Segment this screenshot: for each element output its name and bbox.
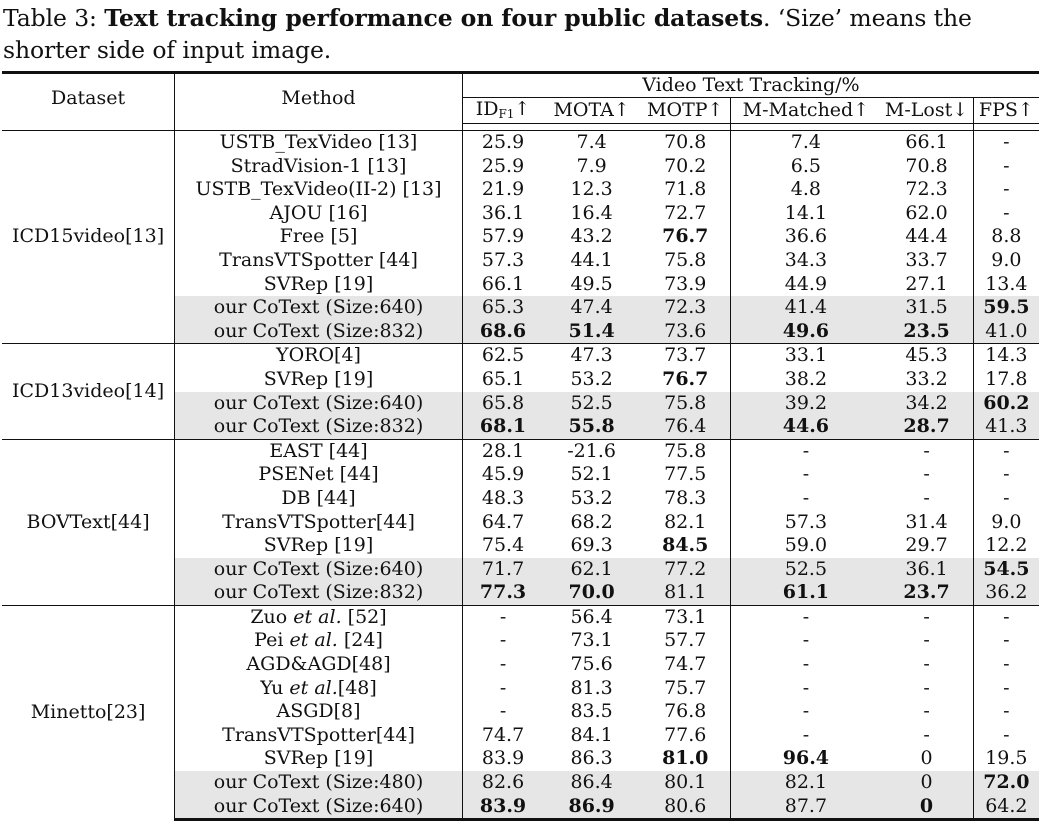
- motp-cell: 80.6: [640, 795, 731, 820]
- motp-cell: 75.8: [640, 392, 731, 416]
- m-lost-cell: -: [880, 463, 973, 487]
- mota-cell: 86.9: [543, 795, 640, 820]
- m-lost-cell: 44.4: [880, 225, 973, 249]
- motp-cell: 77.6: [640, 724, 731, 748]
- idf1-cell: 28.1: [462, 439, 543, 463]
- mota-cell: 52.5: [543, 392, 640, 416]
- m-matched-cell: 52.5: [731, 558, 880, 582]
- m-lost-cell: -: [880, 605, 973, 629]
- idf1-cell: 25.9: [481, 154, 525, 177]
- header-row: [2, 73, 1039, 98]
- mota-cell: 16.4: [570, 201, 613, 224]
- method-cell: EAST [44]: [175, 439, 463, 463]
- motp-cell: 73.7: [640, 344, 731, 368]
- motp-cell: 72.7: [640, 202, 731, 226]
- idf1-cell: 45.9: [481, 463, 525, 486]
- m-matched-cell: -: [802, 653, 810, 676]
- fps-cell: 72.0: [973, 771, 1039, 795]
- m-lost-cell: 28.7: [880, 415, 973, 439]
- m-lost-cell: -: [880, 677, 973, 701]
- m-lost-cell: 62.0: [880, 202, 973, 226]
- mota-cell: 84.1: [570, 723, 613, 746]
- motp-cell: 78.3: [640, 487, 731, 511]
- method-cell: USTB_TexVideo [13]: [175, 131, 463, 155]
- mota-cell: 52.1: [570, 463, 613, 486]
- m-lost-cell: -: [880, 700, 973, 724]
- idf1-cell: 57.3: [481, 248, 525, 271]
- m-lost-cell: 66.1: [880, 131, 973, 155]
- motp-cell: 72.3: [640, 296, 731, 320]
- motp-cell: 80.1: [640, 771, 731, 795]
- header-fps: FPS↑: [973, 98, 1039, 124]
- table-caption: [3, 2, 1037, 66]
- m-lost-cell: 33.7: [880, 249, 973, 273]
- header-mota: MOTA↑: [543, 98, 640, 124]
- m-matched-cell: -: [802, 676, 810, 699]
- fps-cell: -: [1003, 463, 1010, 486]
- method-cell: our CoText (Size:832): [175, 320, 463, 344]
- method-cell: DB [44]: [175, 487, 463, 511]
- method-cell: SVRep [19]: [175, 273, 463, 297]
- method-cell: SVRep [19]: [175, 747, 463, 771]
- dataset-cell: Minetto[23]: [2, 605, 175, 819]
- mota-cell: 51.4: [543, 320, 640, 344]
- motp-cell: 77.2: [640, 558, 731, 582]
- fps-cell: 8.8: [991, 225, 1022, 248]
- mota-cell: 49.5: [570, 272, 613, 295]
- m-matched-cell: 39.2: [731, 392, 880, 416]
- header-dataset: Dataset: [2, 73, 175, 124]
- idf1-cell: 64.7: [481, 510, 525, 533]
- header-method: Method: [175, 73, 463, 124]
- idf1-cell: 57.9: [481, 225, 525, 248]
- fps-cell: 14.3: [973, 344, 1039, 368]
- idf1-cell: 68.1: [462, 415, 543, 439]
- motp-cell: 84.5: [640, 534, 731, 558]
- motp-cell: 82.1: [640, 511, 731, 535]
- table-row: [2, 605, 1039, 629]
- header-motp: MOTP↑: [640, 98, 731, 124]
- method-cell: YORO[4]: [175, 344, 463, 368]
- method-cell: StradVision-1 [13]: [175, 155, 463, 179]
- idf1-cell: 65.3: [462, 296, 543, 320]
- fps-cell: -: [973, 439, 1039, 463]
- mota-cell: 7.9: [576, 154, 607, 177]
- method-cell: Zuo et al. [52]: [175, 605, 463, 629]
- motp-cell: 76.7: [640, 368, 731, 392]
- m-lost-cell: 33.2: [880, 368, 973, 392]
- dataset-cell: ICD13video[14]: [2, 344, 175, 439]
- fps-cell: 64.2: [973, 795, 1039, 820]
- mota-cell: 73.1: [570, 629, 613, 652]
- m-matched-cell: 87.7: [731, 795, 880, 820]
- method-cell: our CoText (Size:480): [175, 771, 463, 795]
- m-matched-cell: -: [802, 463, 810, 486]
- fps-cell: -: [1003, 676, 1010, 699]
- idf1-cell: 21.9: [481, 178, 525, 201]
- m-matched-cell: 38.2: [784, 367, 828, 390]
- motp-cell: 73.6: [640, 320, 731, 344]
- fps-cell: 41.3: [973, 415, 1039, 439]
- idf1-cell: 48.3: [481, 486, 525, 509]
- table-body: [2, 131, 1039, 820]
- fps-cell: 9.0: [991, 248, 1022, 271]
- fps-cell: 60.2: [973, 392, 1039, 416]
- m-matched-cell: 41.4: [731, 296, 880, 320]
- m-matched-cell: 14.1: [784, 201, 828, 224]
- motp-cell: 74.7: [640, 653, 731, 677]
- idf1-cell: 65.1: [481, 367, 525, 390]
- method-cell: Yu et al.[48]: [175, 677, 463, 701]
- m-lost-cell: 27.1: [880, 273, 973, 297]
- m-matched-cell: 7.4: [790, 131, 821, 153]
- method-cell: SVRep [19]: [175, 534, 463, 558]
- method-cell: our CoText (Size:832): [175, 415, 463, 439]
- m-lost-cell: 45.3: [880, 344, 973, 368]
- fps-cell: -: [1003, 653, 1010, 676]
- m-matched-cell: -: [802, 723, 810, 746]
- header-group: Video Text Tracking/%: [462, 73, 1039, 98]
- idf1-cell: -: [499, 653, 507, 676]
- method-cell: AJOU [16]: [175, 202, 463, 226]
- method-cell: ASGD[8]: [175, 700, 463, 724]
- mota-cell: 68.2: [570, 510, 613, 533]
- method-cell: our CoText (Size:640): [175, 795, 463, 820]
- idf1-cell: -: [499, 629, 507, 652]
- mota-cell: 12.3: [570, 178, 613, 201]
- m-lost-cell: 29.7: [880, 534, 973, 558]
- fps-cell: -: [973, 605, 1039, 629]
- motp-cell: 71.8: [640, 178, 731, 202]
- idf1-cell: 36.1: [481, 201, 525, 224]
- table-row: [2, 439, 1039, 463]
- mota-cell: 86.4: [543, 771, 640, 795]
- mota-cell: 55.8: [543, 415, 640, 439]
- m-lost-cell: 0: [880, 795, 973, 820]
- idf1-cell: 83.9: [462, 795, 543, 820]
- idf1-cell: -: [499, 676, 507, 699]
- method-cell: SVRep [19]: [175, 368, 463, 392]
- motp-cell: 70.2: [640, 155, 731, 179]
- idf1-cell: -: [462, 605, 543, 629]
- mota-cell: 47.4: [543, 296, 640, 320]
- method-cell: Free [5]: [175, 225, 463, 249]
- fps-cell: 54.5: [973, 558, 1039, 582]
- fps-cell: -: [1003, 201, 1010, 224]
- idf1-cell: 25.9: [481, 131, 525, 153]
- mota-cell: 53.2: [570, 486, 613, 509]
- idf1-cell: 66.1: [481, 272, 525, 295]
- motp-cell: 73.1: [640, 605, 731, 629]
- m-lost-cell: 70.8: [880, 155, 973, 179]
- m-matched-cell: 34.3: [784, 248, 828, 271]
- mota-cell: 69.3: [570, 534, 613, 557]
- header-spacer: [2, 124, 1039, 131]
- m-lost-cell: 0: [880, 771, 973, 795]
- motp-cell: 76.7: [640, 225, 731, 249]
- m-matched-cell: 96.4: [782, 747, 830, 770]
- m-matched-cell: 57.3: [784, 510, 828, 533]
- method-cell: our CoText (Size:640): [175, 296, 463, 320]
- m-lost-cell: -: [880, 487, 973, 511]
- method-cell: TransVTSpotter [44]: [175, 249, 463, 273]
- mota-cell: 53.2: [570, 367, 613, 390]
- m-matched-cell: 82.1: [731, 771, 880, 795]
- mota-cell: 43.2: [570, 225, 613, 248]
- mota-cell: 70.0: [543, 581, 640, 605]
- method-cell: our CoText (Size:640): [175, 558, 463, 582]
- mota-cell: 83.5: [570, 700, 613, 723]
- m-matched-cell: 4.8: [790, 178, 821, 201]
- m-lost-cell: 23.5: [880, 320, 973, 344]
- m-matched-cell: -: [731, 605, 880, 629]
- m-lost-cell: 23.7: [880, 581, 973, 605]
- motp-cell: 75.8: [640, 249, 731, 273]
- mota-cell: 81.3: [570, 676, 613, 699]
- caption-text: . ‘Size’ means the shorter side of input image.: [3, 4, 972, 64]
- m-lost-cell: 31.5: [880, 296, 973, 320]
- mota-cell: 7.4: [576, 131, 607, 153]
- fps-cell: 36.2: [973, 581, 1039, 605]
- caption-label: Table 3:: [3, 4, 105, 32]
- idf1-cell: 77.3: [462, 581, 543, 605]
- m-matched-cell: 44.9: [784, 272, 828, 295]
- motp-cell: 77.5: [640, 463, 731, 487]
- caption-title: Text tracking performance on four public datasets: [104, 4, 764, 32]
- method-cell: USTB_TexVideo(II-2) [13]: [175, 178, 463, 202]
- method-cell: Pei et al. [24]: [175, 629, 463, 653]
- fps-cell: 17.8: [985, 367, 1028, 390]
- m-lost-cell: 36.1: [880, 558, 973, 582]
- fps-cell: 12.2: [985, 534, 1028, 557]
- m-lost-cell: -: [880, 439, 973, 463]
- m-lost-cell: 72.3: [880, 178, 973, 202]
- dataset-cell: ICD15video[13]: [2, 131, 175, 344]
- table-row: [2, 131, 1039, 155]
- motp-cell: 76.4: [640, 415, 731, 439]
- fps-cell: -: [1003, 178, 1010, 201]
- m-matched-cell: 44.6: [731, 415, 880, 439]
- method-cell: our CoText (Size:832): [175, 581, 463, 605]
- table-row: [2, 344, 1039, 368]
- m-matched-cell: 59.0: [784, 534, 828, 557]
- m-matched-cell: 61.1: [731, 581, 880, 605]
- header-mmatched: M-Matched↑: [731, 98, 880, 124]
- method-cell: TransVTSpotter[44]: [175, 724, 463, 748]
- m-matched-cell: -: [802, 629, 810, 652]
- motp-cell: 73.9: [640, 273, 731, 297]
- m-matched-cell: -: [802, 486, 810, 509]
- m-lost-cell: 34.2: [880, 392, 973, 416]
- results-table: [2, 71, 1039, 821]
- fps-cell: 19.5: [985, 747, 1028, 770]
- fps-cell: -: [1003, 629, 1010, 652]
- method-cell: TransVTSpotter[44]: [175, 511, 463, 535]
- motp-cell: 81.1: [640, 581, 731, 605]
- method-cell: our CoText (Size:640): [175, 392, 463, 416]
- m-matched-cell: 49.6: [731, 320, 880, 344]
- header-idf1: IDF1↑: [462, 98, 543, 124]
- idf1-cell: 82.6: [462, 771, 543, 795]
- results-table-container: [2, 71, 1039, 821]
- fps-cell: -: [1003, 723, 1010, 746]
- fps-cell: 9.0: [991, 510, 1022, 533]
- fps-cell: -: [1003, 700, 1010, 723]
- m-matched-cell: 6.5: [790, 154, 821, 177]
- m-lost-cell: -: [880, 629, 973, 653]
- m-matched-cell: -: [731, 439, 880, 463]
- motp-cell: 75.7: [640, 677, 731, 701]
- m-lost-cell: -: [880, 724, 973, 748]
- motp-cell: 81.0: [640, 747, 731, 771]
- fps-cell: 59.5: [973, 296, 1039, 320]
- mota-cell: 75.6: [570, 653, 613, 676]
- mota-cell: 56.4: [543, 605, 640, 629]
- mota-cell: -21.6: [543, 439, 640, 463]
- idf1-cell: 75.4: [481, 534, 525, 557]
- idf1-cell: 71.7: [462, 558, 543, 582]
- motp-cell: 76.8: [640, 700, 731, 724]
- m-matched-cell: 33.1: [731, 344, 880, 368]
- idf1-cell: 65.8: [462, 392, 543, 416]
- m-matched-cell: 36.6: [784, 225, 828, 248]
- mota-cell: 44.1: [570, 248, 613, 271]
- idf1-cell: 83.9: [481, 747, 525, 770]
- dataset-cell: BOVText[44]: [2, 439, 175, 605]
- motp-cell: 57.7: [640, 629, 731, 653]
- m-lost-cell: 31.4: [880, 511, 973, 535]
- mota-cell: 86.3: [570, 747, 613, 770]
- fps-cell: 13.4: [985, 272, 1028, 295]
- method-cell: PSENet [44]: [175, 463, 463, 487]
- fps-cell: -: [1003, 131, 1010, 153]
- header-mlost: M-Lost↓: [880, 98, 973, 124]
- idf1-cell: 74.7: [481, 723, 525, 746]
- mota-cell: 47.3: [543, 344, 640, 368]
- m-lost-cell: 0: [880, 747, 973, 771]
- fps-cell: -: [1003, 486, 1010, 509]
- fps-cell: 41.0: [973, 320, 1039, 344]
- fps-cell: -: [1003, 154, 1010, 177]
- idf1-cell: 68.6: [462, 320, 543, 344]
- m-lost-cell: -: [880, 653, 973, 677]
- idf1-cell: -: [499, 700, 507, 723]
- idf1-cell: 62.5: [462, 344, 543, 368]
- m-matched-cell: -: [802, 700, 810, 723]
- motp-cell: 75.8: [640, 439, 731, 463]
- mota-cell: 62.1: [543, 558, 640, 582]
- motp-cell: 70.8: [640, 131, 731, 155]
- method-cell: AGD&AGD[48]: [175, 653, 463, 677]
